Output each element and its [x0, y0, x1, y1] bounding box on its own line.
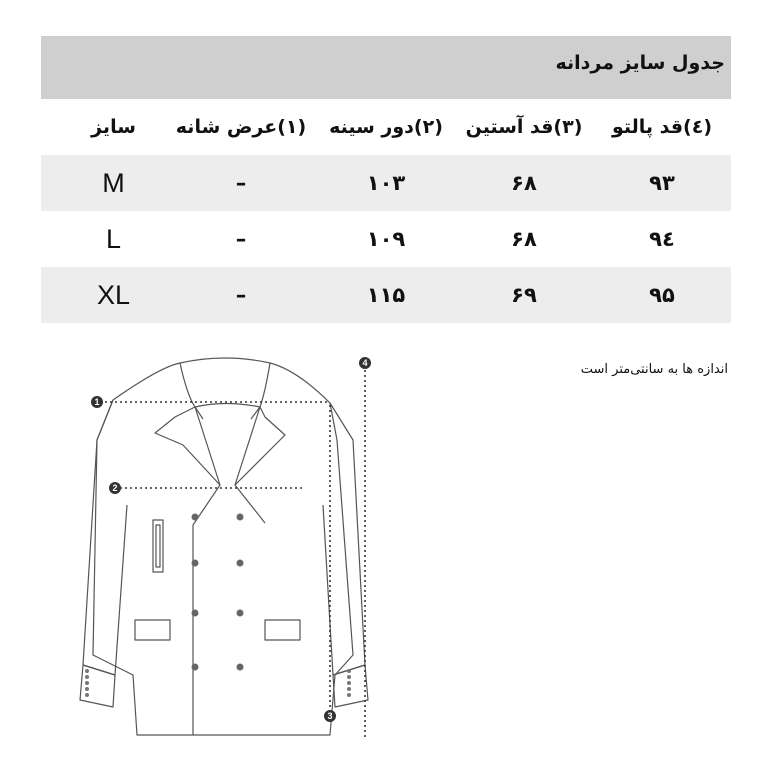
header-sleeve-length: (۳)قد آستین	[465, 116, 583, 138]
coat-length-cell: ۹۳	[649, 171, 675, 195]
size-cell: L	[105, 223, 122, 254]
header-shoulder-width: (۱)عرض شانه	[175, 116, 307, 138]
shoulder-cell: –	[235, 283, 247, 307]
jacket-diagram	[75, 345, 385, 740]
table-title: جدول سایز مردانه	[555, 52, 725, 74]
table-row	[41, 211, 731, 267]
chest-cell: ۱۱۵	[366, 283, 406, 307]
chest-cell: ۱۰۹	[366, 227, 406, 251]
table-row	[41, 155, 731, 211]
table-row	[41, 267, 731, 323]
coat-length-cell: ۹٤	[649, 227, 675, 251]
svg-text:3: 3	[327, 711, 333, 721]
coat-length-cell: ۹۵	[649, 283, 675, 307]
svg-text:1: 1	[94, 397, 100, 407]
shoulder-cell: –	[235, 227, 247, 251]
chest-cell: ۱۰۳	[366, 171, 406, 195]
header-size: سایز	[91, 116, 136, 138]
svg-text:4: 4	[362, 358, 368, 368]
size-cell: XL	[96, 279, 131, 310]
title-bar	[41, 36, 731, 99]
svg-text:2: 2	[112, 483, 118, 493]
size-cell: M	[102, 167, 125, 198]
header-chest: (۲)دور سینه	[329, 116, 443, 138]
header-coat-length: (٤)قد پالتو	[611, 116, 713, 138]
sleeve-cell: ۶۹	[511, 283, 537, 307]
shoulder-cell: –	[235, 171, 247, 195]
header-row	[41, 99, 731, 155]
sleeve-cell: ۶۸	[511, 227, 537, 251]
sleeve-cell: ۶۸	[511, 171, 537, 195]
units-note: اندازه ها به سانتی‌متر است	[580, 362, 728, 377]
